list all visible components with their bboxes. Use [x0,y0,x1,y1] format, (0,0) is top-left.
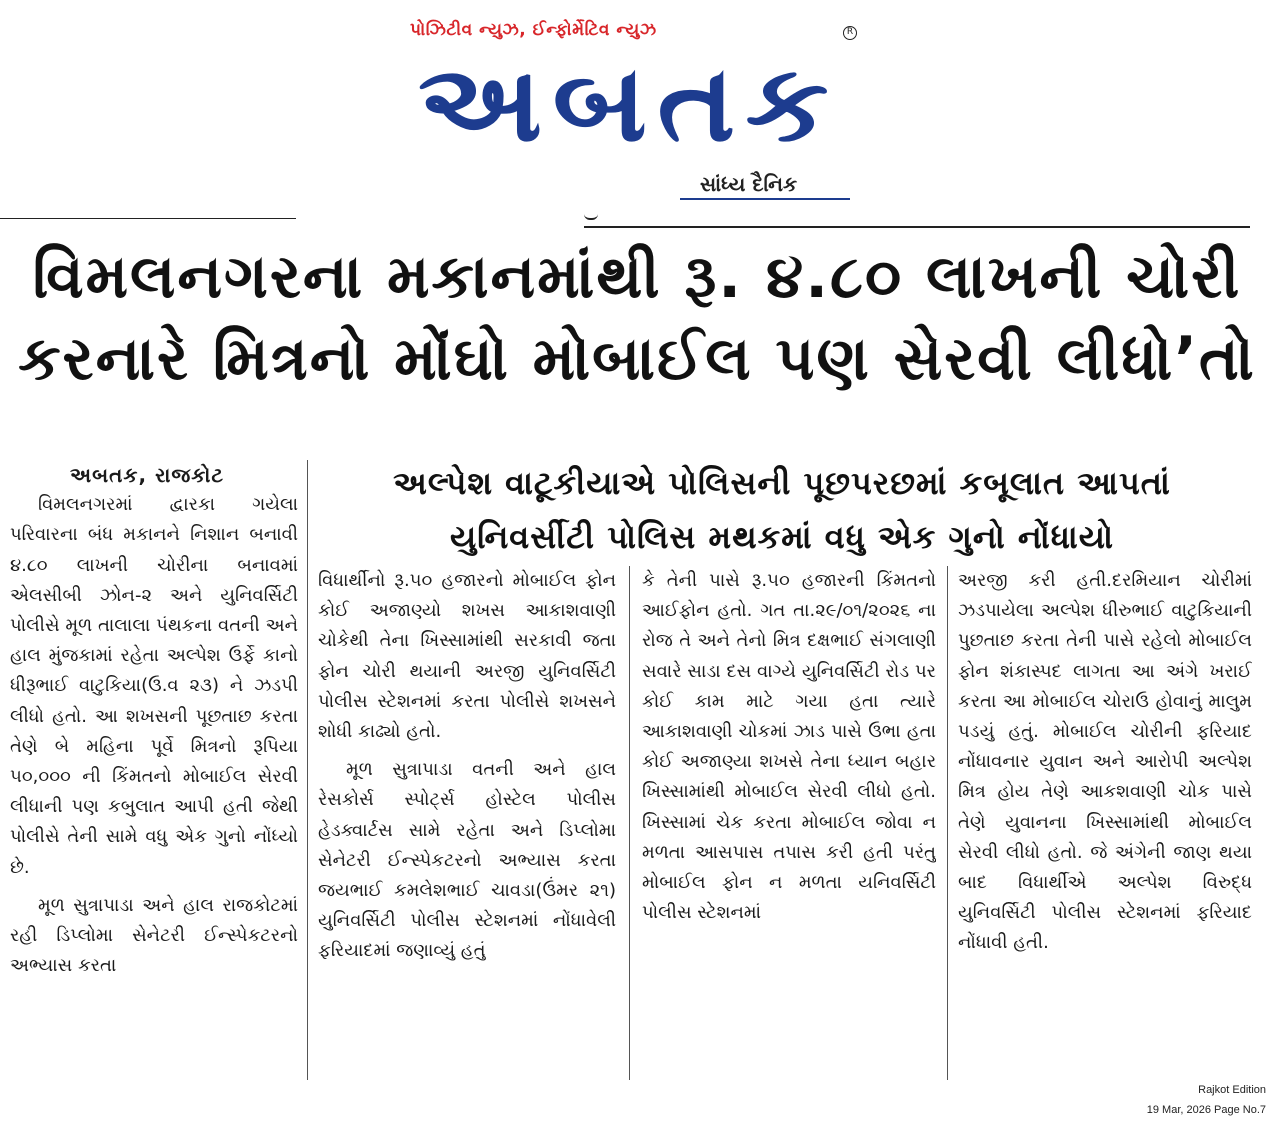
article-column-2 [318,566,616,1082]
column-4-paragraph-1: અરજી કરી હતી.દરમિયાન ચોરીમાં ઝડપાયેલા અલ્પેશ ધીરુભાઈ વાટુકિયાની પુછતાછ કરતા તેની પાસે રહેલો મોબાઈલ ફોન શંકાસ્પદ લાગતા આ અંગે ખરાઈ કરતા આ મોબાઈલ ચોરાઉ હોવાનું માલુમ પડયું હતું. મોબાઈલ ચોરીની ફરિયાદ નોંધાવનાર યુવાન અને આરોપી અલ્પેશ મિત્ર હોય તેણે આકશવાણી ચોક પાસે તેણે યુવાનના ખિસ્સામાંથી મોબાઈલ સેરવી લીધો હતો. જે અંગેની જાણ થયા બાદ વિધાર્થીએ અલ્પેશ વિરુદ્ધ યુનિવર્સિટી પોલીસ સ્ટેશનમાં ફરિયાદ નોંધાવી હતી. [958,570,1252,954]
column-1-paragraph-2: મૂળ સુત્રાપાડા અને હાલ રાજકોટમાં રહી ડિપ્લોમા સેનેટરી ઈન્સ્પેકટરનો અભ્યાસ કરતા [10,894,298,977]
column-divider-1 [307,460,308,1080]
column-3-paragraph-1: કે તેની પાસે રૂ.૫૦ હજારની કિંમતનો આઈફોન હતો. ગત તા.૨૯/૦૧/૨૦૨૬ ના રોજ તે અને તેનો મિત્ર દક્ષભાઈ સંગલાણી સવારે સાડા દસ વાગ્યે યુનિવર્સિટી રોડ પર કોઈ કામ માટે ગયા હતા ત્યારે આકાશવાણી ચોકમાં ઝાડ પાસે ઉભા હતા કોઈ અજાણ્યા શખસે તેના ધ્યાન બહાર ખિસ્સામાંથી મોબાઈલ સેરવી લીધો હતો. ખિસ્સામાં ચેક કરતા મોબાઈલ જોવા ન મળતા આસપાસ તપાસ કરી હતી પરંતુ મોબાઈલ ફોન ન મળતા યનિવર્સિટી પોલીસ સ્ટેશનમાં [642,570,936,924]
edition-label: Rajkot Edition [1198,1084,1266,1096]
article-subheadline [300,456,1264,564]
divider-left [0,218,296,219]
masthead-tagline: પોઝિટીવ ન્યુઝ, ઈન્ફોર્મેટિવ ન્યુઝ [410,20,657,40]
date-page-label: 19 Mar, 2026 Page No.7 [1146,1104,1266,1116]
dateline: અબતક, રાજકોટ [70,463,225,487]
article-column-3 [642,566,936,1082]
subheadline-line-1: અલ્પેશ વાટૂકીયાએ પોલિસની પૂછપરછમાં કબૂલાત આપતાં [393,464,1171,502]
column-2-paragraph-2: મૂળ સુત્રાપાડા વતની અને હાલ રેસકોર્સ સ્પોર્ટ્સ હોસ્ટેલ પોલીસ હેડક્વાર્ટસ સામે રહેતા અને ડિપ્લોમા સેનેટરી ઈન્સ્પેકટરનો અભ્યાસ કરતા જયભાઈ કમલેશભાઈ ચાવડા(ઉંમર ૨૧) યુનિવર્સિટી પોલીસ સ્ટેશનમાં નોંધાવેલી ફરિયાદમાં જણાવ્યું હતું [318,759,616,962]
headline-line-1: વિમલનગરના મકાનમાંથી રૂ. ૪.૮૦ લાખની ચોરી [32,242,1242,312]
article-headline [12,236,1262,400]
divider-right [584,226,1250,228]
divider-ornament [584,214,598,220]
column-2-paragraph-1: વિધાર્થીનો રૂ.૫૦ હજારનો મોબાઈલ ફોન કોઈ અજાણ્યો શખસ આકાશવાણી ચોકેથી તેના ખિસ્સામાંથી સરકાવી જતા ફોન ચોરી થયાની અરજી યુનિવર્સિટી પોલીસ સ્ટેશનમાં કરતા પોલીસે શખસને શોધી કાઢ્યો હતો. [318,570,616,743]
registered-mark-icon: R [843,26,857,40]
column-divider-3 [947,566,948,1080]
column-1-paragraph-1: વિમલનગરમાં દ્વારકા ગયેલા પરિવારના બંધ મકાનને નિશાન બનાવી ૪.૮૦ લાખની ચોરીના બનાવમાં એલસીબી ઝોન-૨ અને યુનિવર્સિટી પોલીસે મૂળ તાલાલા પંથકના વતની અને હાલ મુંજકામાં રહેતા અલ્પેશ ઉર્ફે કાનો ધીરૂભાઈ વાટુકિયા(ઉ.વ ૨૩) ને ઝડપી લીધો હતો. આ શખસની પૂછતાછ કરતા તેણે બે મહિના પૂર્વે મિત્રનો રૂપિયા ૫૦,૦૦૦ ની કિંમતનો મોબાઈલ સેરવી લીધાની પણ કબુલાત આપી હતી જેથી પોલીસે તેની સામે વધુ એક ગુનો નોંધ્યો છે. [10,494,298,878]
subheadline-line-2: યુનિવર્સીટી પોલિસ મથકમાં વધુ એક ગુનો નોંધાયો [450,518,1114,556]
headline-line-2: કરનારે મિત્રનો મોંઘો મોબાઈલ પણ સેરવી લીધો’તો [18,324,1256,394]
column-divider-2 [629,566,630,1080]
newspaper-logo: અબતક [418,40,839,166]
article-column-1 [10,460,298,1082]
article-column-4 [958,566,1252,1082]
edition-type-label: સાંધ્ય દૈનિક [700,172,798,196]
masthead-underline [680,198,850,200]
